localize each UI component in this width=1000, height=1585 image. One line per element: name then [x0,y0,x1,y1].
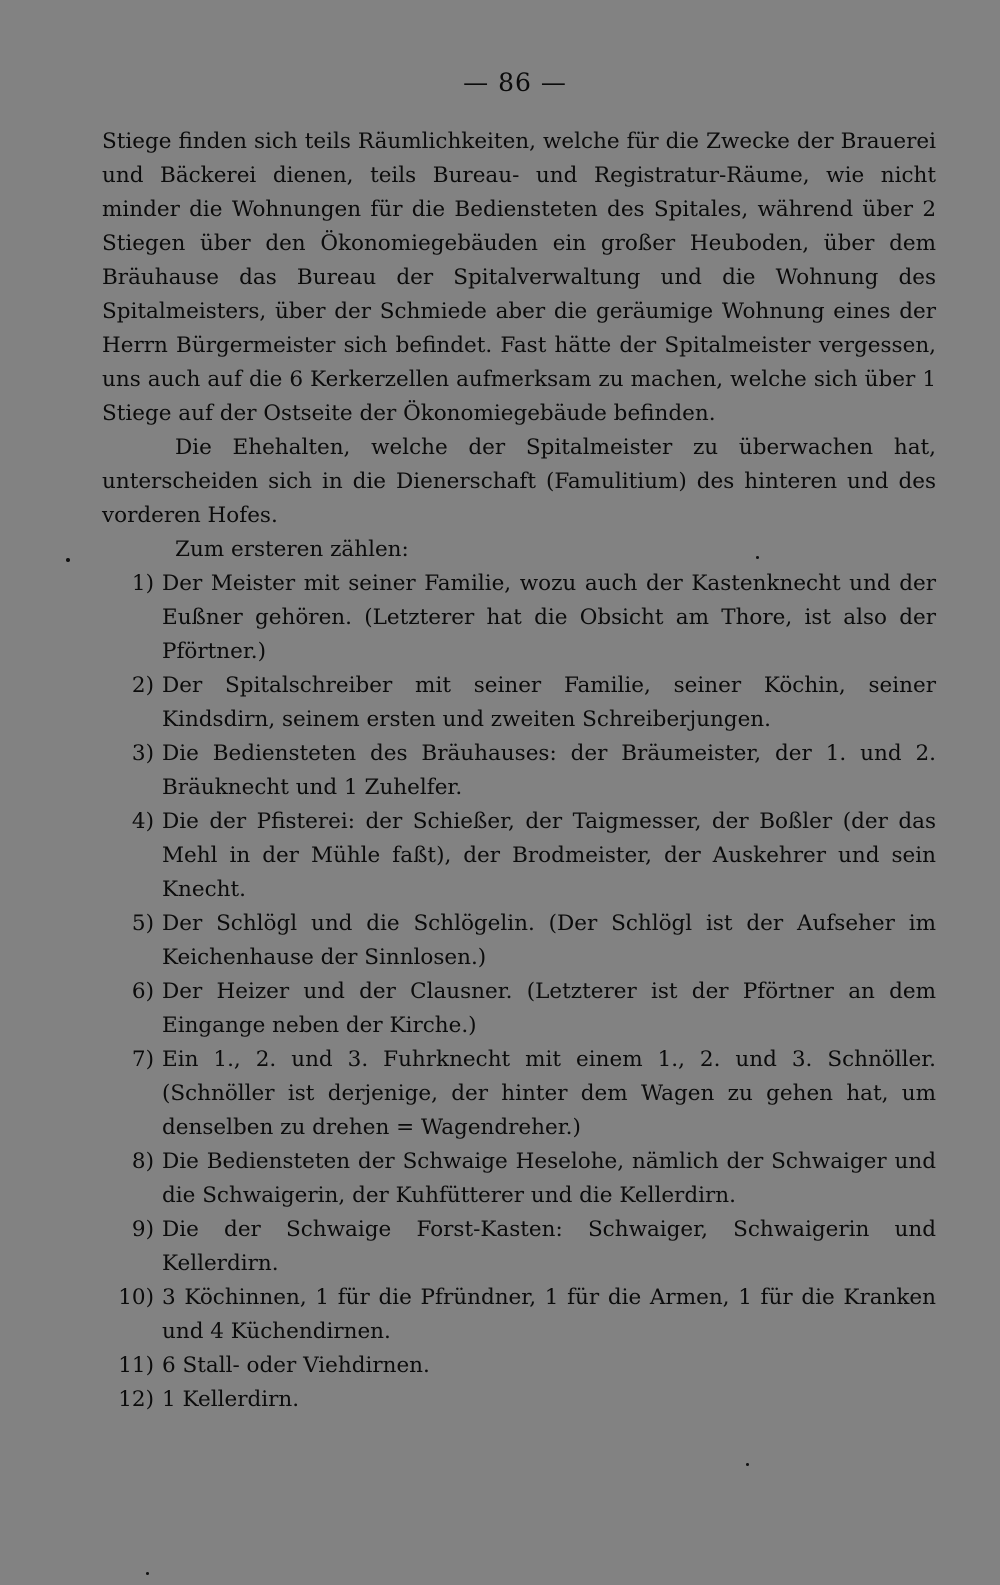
list-item-number: 2) [131,673,154,698]
list-item-text: Die Bediensteten des Bräuhauses: der Bräumeister, der 1. und 2. Bräuknecht und 1 Zuhelfer. [162,741,936,800]
paragraph-continuation: Stiege finden sich teils Räumlichkeiten, welche für die Zwecke der Brauerei und Bäckerei dienen, teils Bureau- und Registratur-Räume, wie nicht minder die Wohnungen für die Bediensteten des Spitales, während über 2 Stiegen über den Ökonomiegebäuden ein großer Heuboden, über dem Bräuhause das Bureau der Spitalverwaltung und die Wohnung des Spitalmeisters, über der Schmiede aber die geräumige Wohnung eines der Herrn Bürgermeister sich befindet. Fast hätte der Spitalmeister vergessen, uns auch auf die 6 Kerkerzellen aufmerksam zu machen, welche sich über 1 Stiege auf der Ostseite der Ökonomiegebäude befinden. [102,129,936,426]
list-item-text: Die Bediensteten der Schwaige Heselohe, nämlich der Schwaiger und die Schwaigerin, der Kuhfütterer und die Kellerdirn. [162,1149,936,1208]
list-item [102,1043,936,1145]
list-item [102,975,936,1043]
list-item-number: 9) [131,1217,154,1242]
page-number: — 86 — [463,68,567,97]
scan-speck [146,1572,149,1575]
paragraph-list-intro: Zum ersteren zählen: [175,537,409,562]
list-item-text: Ein 1., 2. und 3. Fuhrknecht mit einem 1., 2. und 3. Schnöller. (Schnöller ist derjenige, der hinter dem Wagen zu gehen hat, um denselben zu drehen = Wagendreher.) [162,1047,936,1140]
list-item [102,1145,936,1213]
list-item-number: 4) [131,809,154,834]
list-item [102,737,936,805]
list-item [102,1383,936,1417]
list-item-text: Der Heizer und der Clausner. (Letzterer ist der Pförtner an dem Eingange neben der Kirche.) [162,979,936,1038]
list-item-text: 6 Stall- oder Viehdirnen. [162,1353,430,1378]
list-item [102,907,936,975]
scan-speck [756,556,759,559]
list-item-number: 5) [131,911,154,936]
servants-list [102,567,936,1417]
list-item-text: Die der Pfisterei: der Schießer, der Taigmesser, der Boßler (der das Mehl in der Mühle faßt), der Brodmeister, der Auskehrer und sein Knecht. [162,809,936,902]
list-item-number: 8) [131,1149,154,1174]
paragraph-ehehalten: Die Ehehalten, welche der Spitalmeister zu überwachen hat, unterscheiden sich in die Dienerschaft (Famulitium) des hinteren und des vorderen Hofes. [102,435,936,528]
list-item [102,567,936,669]
list-item-number: 6) [131,979,154,1004]
list-item [102,669,936,737]
list-item [102,1349,936,1383]
list-item-text: Der Schlögl und die Schlögelin. (Der Schlögl ist der Aufseher im Keichenhause der Sinnlosen.) [162,911,936,970]
page-body [102,125,936,1417]
scan-speck [66,558,70,562]
list-item-text: Die der Schwaige Forst-Kasten: Schwaiger, Schwaigerin und Kellerdirn. [162,1217,936,1276]
list-item-number: 12) [118,1387,154,1412]
scan-speck [746,1463,749,1466]
list-item-number: 3) [131,741,154,766]
list-item-text: Der Meister mit seiner Familie, wozu auch der Kastenknecht und der Eußner gehören. (Letzterer hat die Obsicht am Thore, ist also der Pförtner.) [162,571,936,664]
list-item [102,805,936,907]
list-item-text: 3 Köchinnen, 1 für die Pfründner, 1 für die Armen, 1 für die Kranken und 4 Küchendirnen. [162,1285,936,1344]
list-item-text: 1 Kellerdirn. [162,1387,300,1412]
list-item-number: 11) [118,1353,154,1378]
list-item-number: 7) [131,1047,154,1072]
list-item [102,1281,936,1349]
list-item [102,1213,936,1281]
list-item-number: 1) [131,571,154,596]
list-item-number: 10) [118,1285,154,1310]
list-item-text: Der Spitalschreiber mit seiner Familie, seiner Köchin, seiner Kindsdirn, seinem ersten und zweiten Schreiberjungen. [162,673,936,732]
